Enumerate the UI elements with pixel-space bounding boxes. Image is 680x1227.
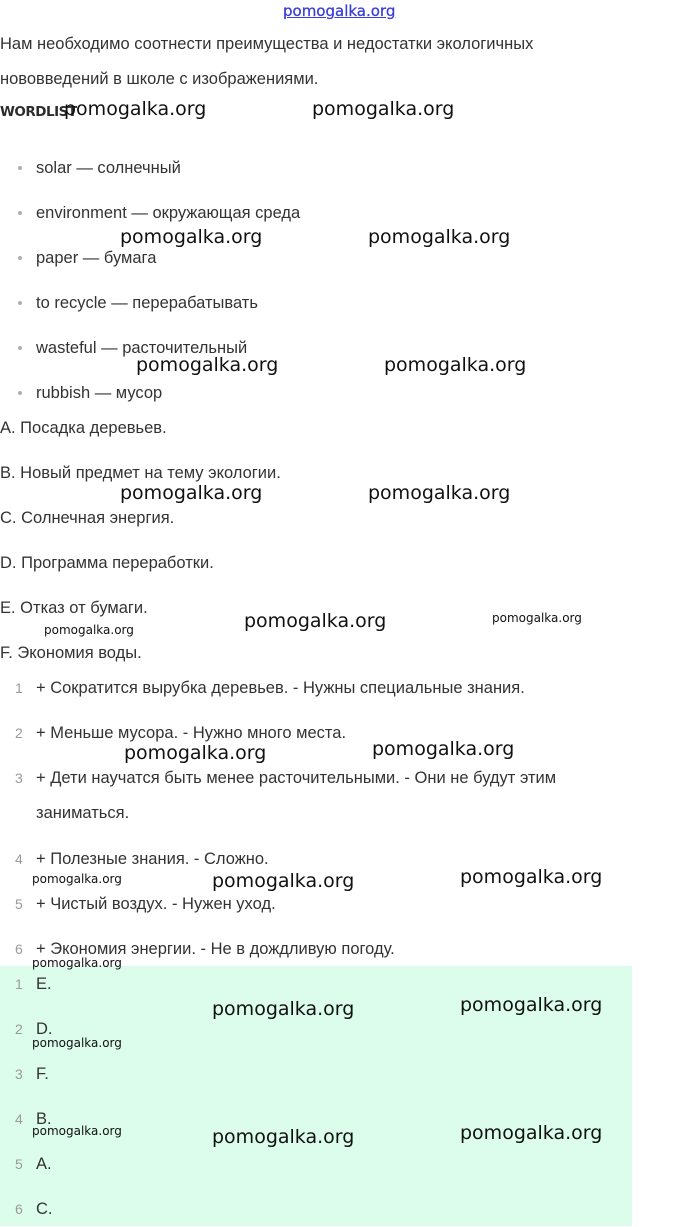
item-text: + Сократится вырубка деревьев. - Нужны специальные знания. bbox=[36, 679, 525, 697]
wordlist-heading: WORDLIST bbox=[0, 104, 77, 120]
watermark: pomogalka.org bbox=[212, 1126, 355, 1148]
wordlist-item: wasteful — расточительный bbox=[36, 337, 247, 359]
watermark: pomogalka.org bbox=[44, 623, 134, 637]
answer-text: E. bbox=[36, 975, 52, 993]
watermark: pomogalka.org bbox=[120, 482, 263, 504]
answer-number: 4 bbox=[15, 1111, 23, 1127]
answer-number: 2 bbox=[15, 1021, 23, 1037]
item-number: 2 bbox=[15, 725, 23, 741]
item-text: + Дети научатся быть менее расточительными. - Они не будут этим заниматься. bbox=[36, 769, 557, 822]
item-number: 4 bbox=[15, 851, 23, 867]
answer-text: F. bbox=[36, 1065, 49, 1083]
bullet-icon bbox=[18, 256, 22, 260]
item-text: + Чистый воздух. - Нужен уход. bbox=[36, 895, 276, 913]
item-text: + Полезные знания. - Сложно. bbox=[36, 850, 269, 868]
answer-text: C. bbox=[36, 1200, 53, 1218]
watermark: pomogalka.org bbox=[32, 956, 122, 970]
picture-item: F. Экономия воды. bbox=[0, 644, 142, 662]
wordlist-item: solar — солнечный bbox=[36, 157, 181, 179]
picture-item: E. Отказ от бумаги. bbox=[0, 599, 148, 617]
watermark: pomogalka.org bbox=[460, 1122, 603, 1144]
watermark: pomogalka.org bbox=[32, 1124, 122, 1138]
bullet-icon bbox=[18, 166, 22, 170]
watermark: pomogalka.org bbox=[368, 226, 511, 248]
watermark: pomogalka.org bbox=[136, 354, 279, 376]
item-number: 6 bbox=[15, 941, 23, 957]
answer-number: 3 bbox=[15, 1066, 23, 1082]
watermark: pomogalka.org bbox=[32, 1036, 122, 1050]
answer-number: 1 bbox=[15, 976, 23, 992]
picture-item: D. Программа переработки. bbox=[0, 554, 214, 572]
bullet-icon bbox=[18, 346, 22, 350]
item-text: + Экономия энергии. - Не в дождливую погоду. bbox=[36, 940, 395, 958]
watermark: pomogalka.org bbox=[124, 742, 267, 764]
item-text: + Меньше мусора. - Нужно много места. bbox=[36, 724, 347, 742]
answer-text: D. bbox=[36, 1020, 53, 1038]
watermark: pomogalka.org bbox=[244, 610, 387, 632]
watermark: pomogalka.org bbox=[460, 866, 603, 888]
site-link[interactable]: pomogalka.org bbox=[283, 2, 396, 20]
picture-item: C. Солнечная энергия. bbox=[0, 509, 175, 527]
wordlist-item: environment — окружающая среда bbox=[36, 202, 300, 224]
answer-number: 6 bbox=[15, 1201, 23, 1217]
item-number: 3 bbox=[15, 770, 23, 786]
watermark: pomogalka.org bbox=[212, 998, 355, 1020]
bullet-icon bbox=[18, 391, 22, 395]
watermark: pomogalka.org bbox=[32, 872, 122, 886]
wordlist-item: paper — бумага bbox=[36, 247, 156, 269]
watermark: pomogalka.org bbox=[120, 226, 263, 248]
bullet-icon bbox=[18, 301, 22, 305]
bullet-icon bbox=[18, 211, 22, 215]
watermark: pomogalka.org bbox=[212, 870, 355, 892]
wordlist-item: rubbish — мусор bbox=[36, 382, 162, 404]
watermark: pomogalka.org bbox=[368, 482, 511, 504]
item-number: 5 bbox=[15, 896, 23, 912]
answer-text: A. bbox=[36, 1155, 52, 1173]
watermark: pomogalka.org bbox=[492, 611, 582, 625]
item-number: 1 bbox=[15, 680, 23, 696]
watermark: pomogalka.org bbox=[312, 98, 455, 120]
watermark: pomogalka.org bbox=[64, 98, 207, 120]
watermark: pomogalka.org bbox=[384, 354, 527, 376]
task-description: Нам необходимо соотнести преимущества и недостатки экологичных нововведений в школе с изображениями. bbox=[0, 35, 534, 88]
answer-number: 5 bbox=[15, 1156, 23, 1172]
answer-text: B. bbox=[36, 1110, 52, 1128]
watermark: pomogalka.org bbox=[372, 738, 515, 760]
picture-item: A. Посадка деревьев. bbox=[0, 419, 167, 437]
watermark: pomogalka.org bbox=[460, 994, 603, 1016]
wordlist-item: to recycle — перерабатывать bbox=[36, 292, 258, 314]
picture-item: B. Новый предмет на тему экологии. bbox=[0, 464, 281, 482]
